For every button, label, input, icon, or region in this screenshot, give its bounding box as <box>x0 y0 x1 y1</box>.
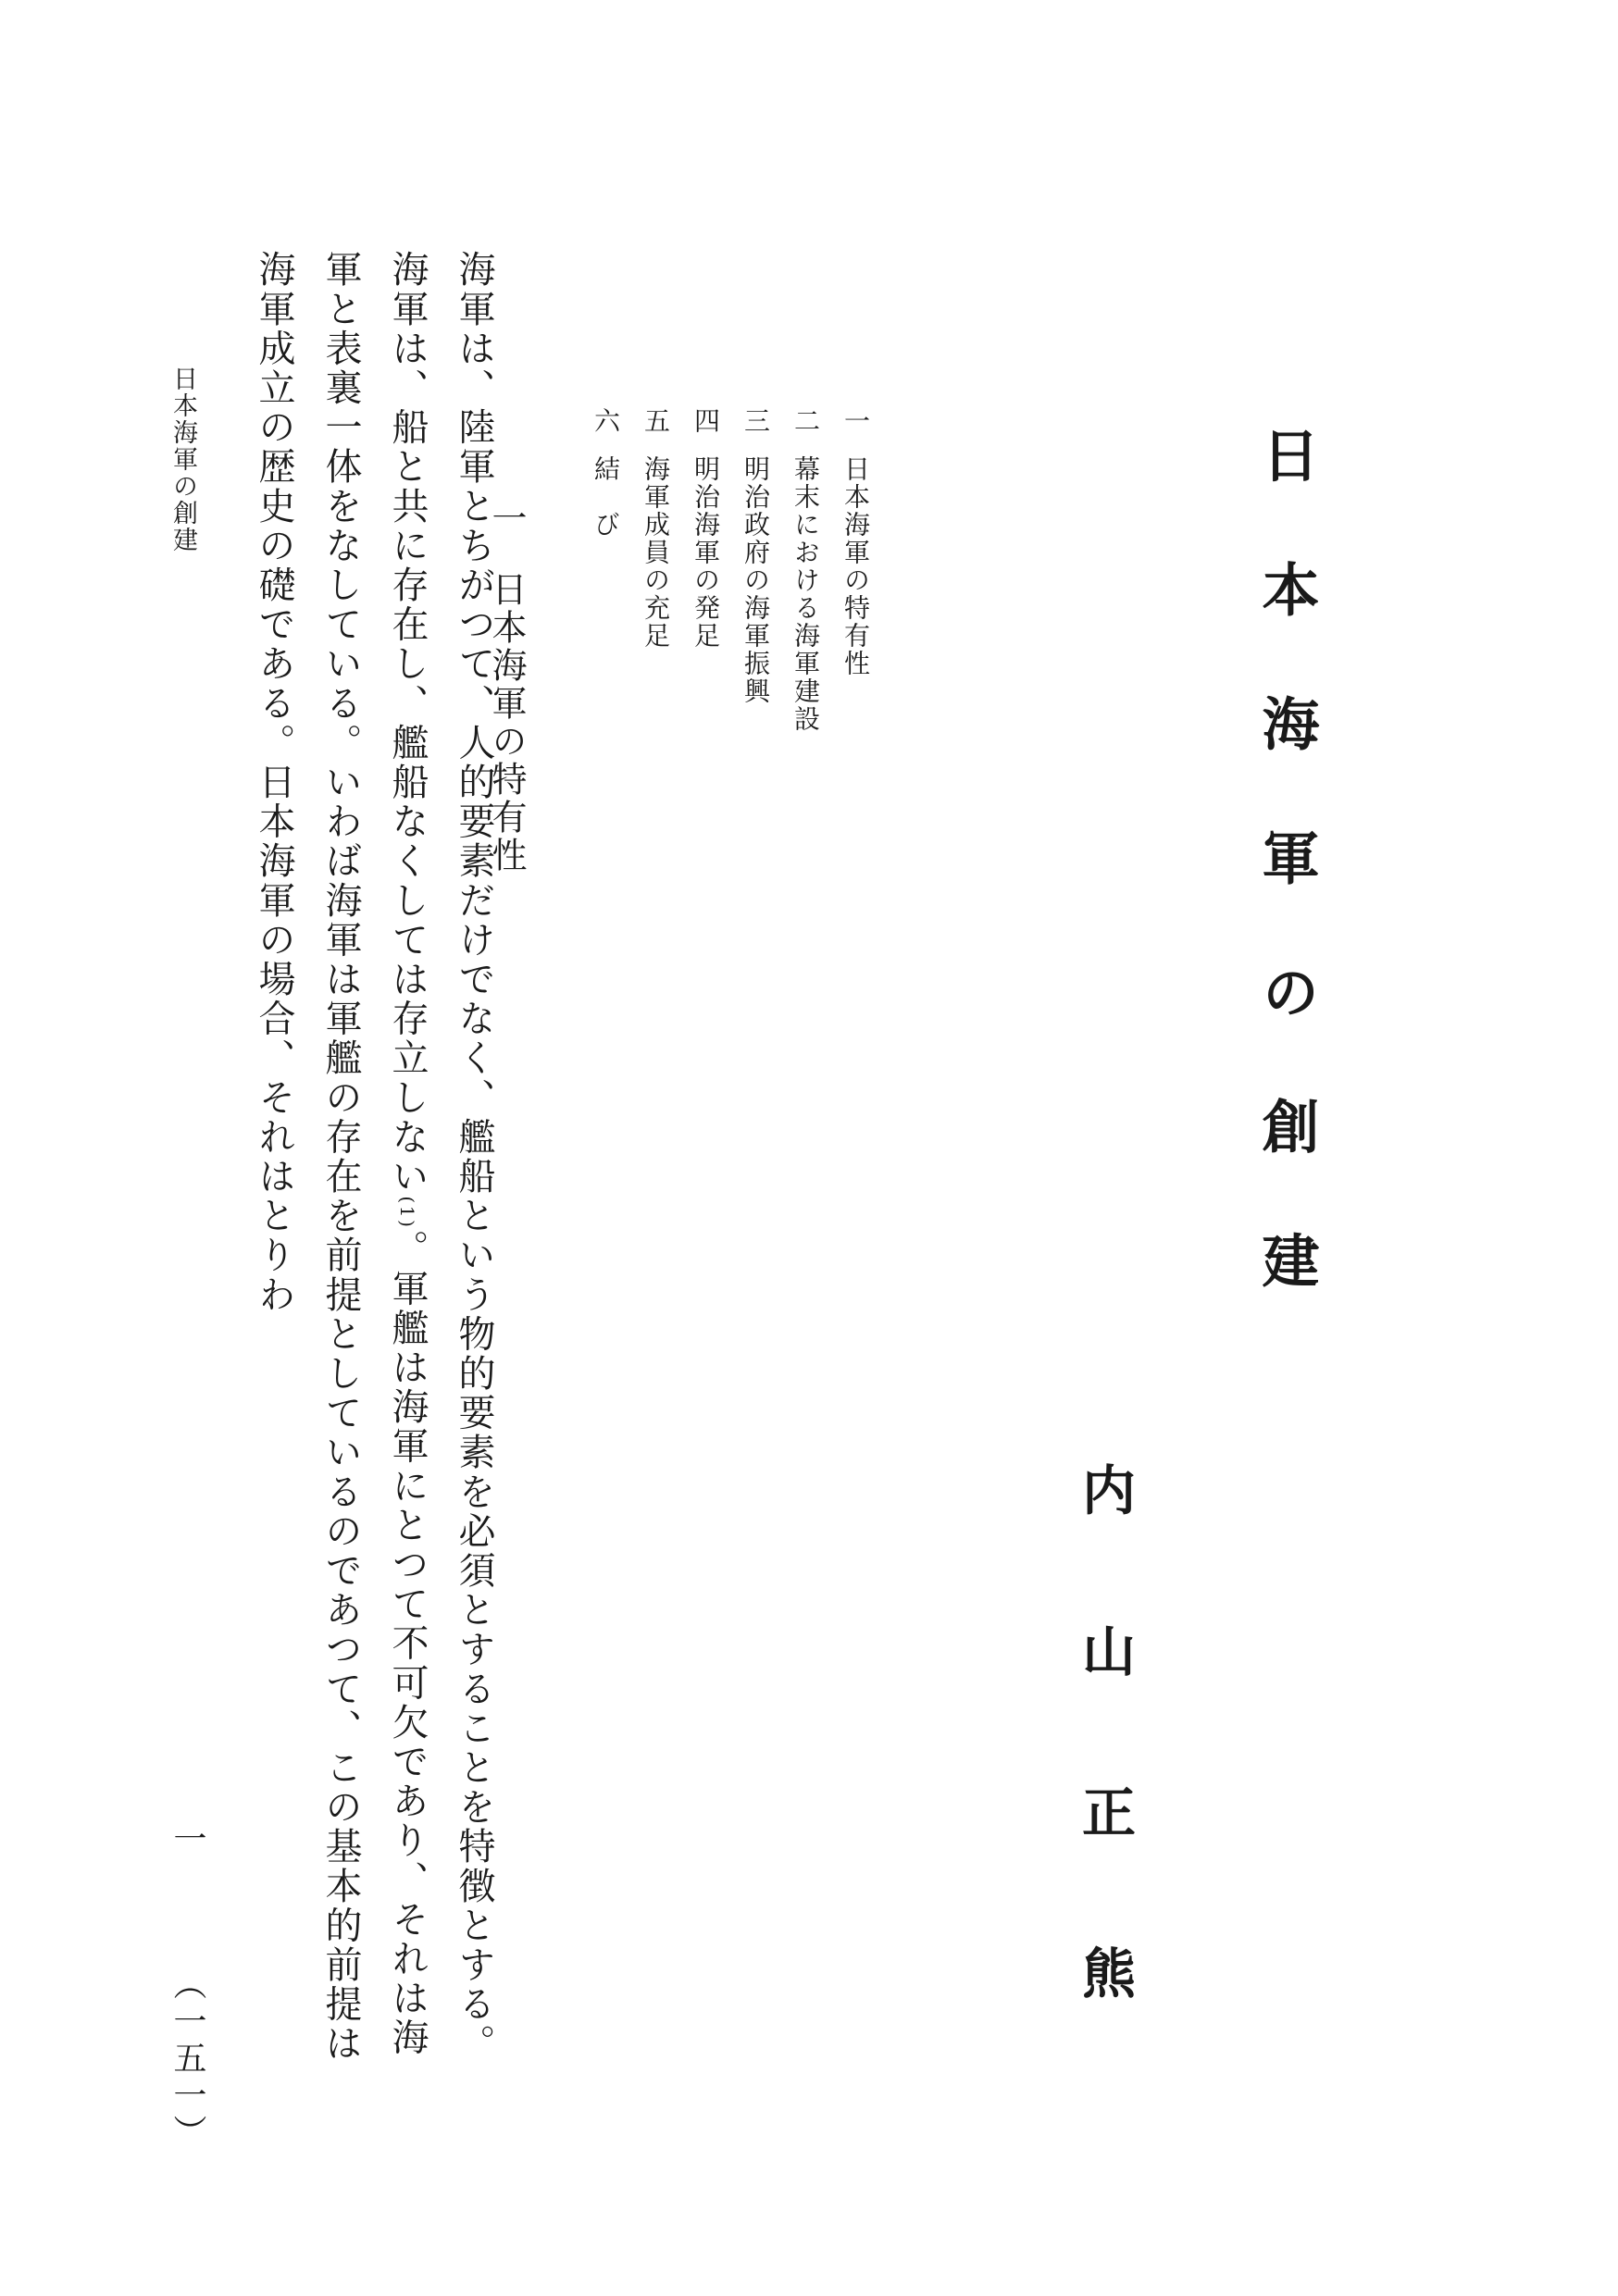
toc-number: 六 <box>591 407 621 435</box>
toc-number: 一 <box>840 407 871 435</box>
running-title: 日本海軍の創建 <box>168 366 197 553</box>
table-of-contents <box>591 407 871 851</box>
toc-item <box>790 407 821 851</box>
toc-label: 海軍成員の充足 <box>641 455 671 650</box>
toc-label: 明治海軍の発足 <box>691 455 721 650</box>
toc-number: 二 <box>790 407 821 435</box>
page-number: 一 <box>168 1821 206 1855</box>
toc-label: 日本海軍の特有性 <box>840 455 871 677</box>
body-text-part-2: 。軍艦は海軍にとつて不可欠であり、それは海軍と表裏一体をなしている。いわば海軍は軍艦の存在を前提としているのであつて、この基本的前提は海軍成立の歴史の礎である。日本海軍の場合、それはとりわ <box>253 250 429 2064</box>
toc-label: 結 び <box>591 455 621 539</box>
toc-item <box>591 407 621 851</box>
toc-number: 五 <box>641 407 671 435</box>
article-title: 日本海軍の創建 <box>1252 426 1320 1365</box>
toc-item <box>741 407 771 851</box>
section-number: 一 <box>486 500 527 538</box>
section-title: 日本海軍の特有性 <box>486 571 527 875</box>
toc-item <box>641 407 671 851</box>
page-number-total: （一五一） <box>168 1967 206 2152</box>
toc-item <box>691 407 721 851</box>
toc-label: 明治政府の海軍振興 <box>741 455 771 705</box>
body-text-part-1: 海軍は、陸軍とちがつて、人的要素だけでなく、艦船という物的要素を必須とすることを特徴とする。海軍は、船と共に存在し、艦船なくしては存立しない <box>386 250 495 2064</box>
toc-label: 幕末における海軍建設 <box>790 455 821 733</box>
body-text <box>230 250 507 2064</box>
paragraph <box>241 250 507 2064</box>
author-name: 内山正熊 <box>1073 1462 1136 2106</box>
toc-number: 三 <box>741 407 771 435</box>
footnote-marker: (1) <box>396 1196 418 1230</box>
toc-number: 四 <box>691 407 721 435</box>
toc-item <box>840 407 871 851</box>
